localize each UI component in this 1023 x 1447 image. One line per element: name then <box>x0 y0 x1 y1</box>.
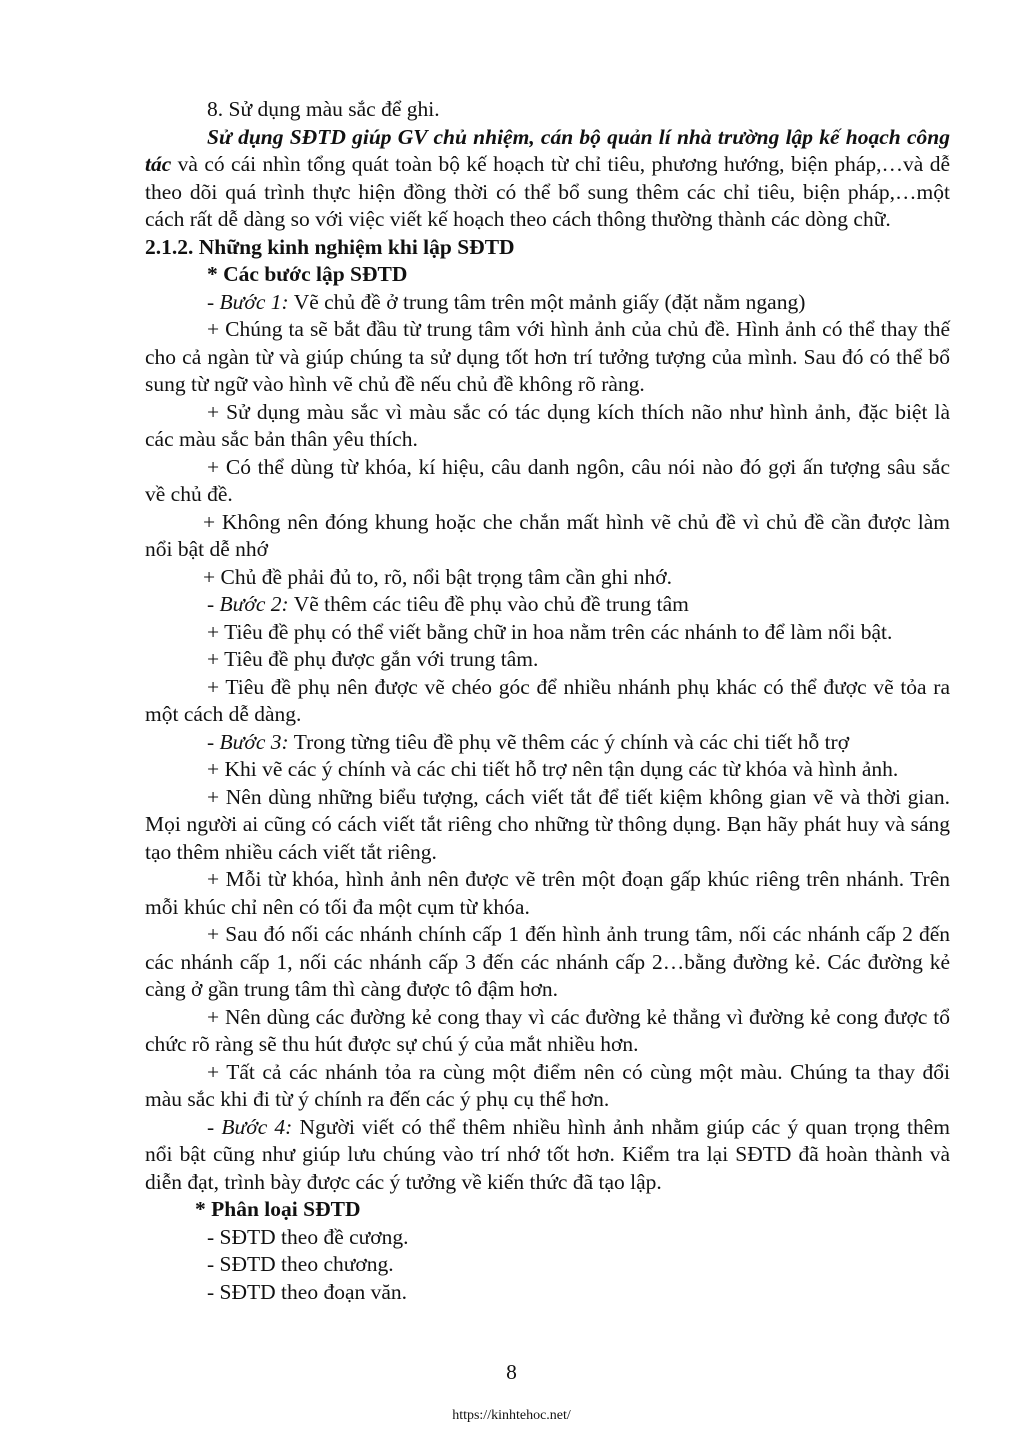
section-heading: 2.1.2. Những kinh nghiệm khi lập SĐTD <box>145 234 515 259</box>
subsection-heading: * Phân loại SĐTD <box>195 1197 361 1221</box>
step-label: - Bước 3: <box>207 729 289 754</box>
paragraph-text: Trong từng tiêu đề phụ vẽ thêm các ý chính và các chi tiết hỗ trợ <box>288 729 850 754</box>
step-label: - Bước 4: <box>207 1114 293 1139</box>
paragraph: + Chủ đề phải đủ to, rõ, nổi bật trọng tâm cần ghi nhớ. <box>203 564 672 589</box>
subsection-heading: * Các bước lập SĐTD <box>207 262 408 286</box>
paragraph: + Tất cả các nhánh tỏa ra cùng một điểm nên có cùng một màu. Chúng ta thay đổi màu sắc khi đi từ ý chính ra đến các ý phụ cụ thể hơn. <box>145 1059 950 1111</box>
step-paragraph <box>145 729 950 757</box>
paragraph: 8. Sử dụng màu sắc để ghi. <box>207 97 440 121</box>
paragraph: + Tiêu đề phụ được gắn với trung tâm. <box>207 647 539 671</box>
step-label: - Bước 2: <box>207 592 289 616</box>
paragraph: + Sử dụng màu sắc vì màu sắc có tác dụng kích thích não như hình ảnh, đặc biệt là các màu sắc bản thân yêu thích. <box>145 399 950 451</box>
paragraph: + Nên dùng những biểu tượng, cách viết tắt để tiết kiệm không gian vẽ và thời gian. Mọi người ai cũng có cách viết tắt riêng cho những từ thông dụng. Bạn hãy phát huy và sáng tạo thêm nhiều cách viết tắt riêng. <box>145 784 950 864</box>
step-label: - Bước 1: <box>207 289 289 314</box>
paragraph: - SĐTD theo đoạn văn. <box>207 1279 408 1304</box>
step-paragraph <box>145 591 950 619</box>
paragraph: + Tiêu đề phụ có thể viết bằng chữ in hoa nằm trên các nhánh to để làm nổi bật. <box>207 619 893 644</box>
paragraph: + Chúng ta sẽ bắt đầu từ trung tâm với hình ảnh của chủ đề. Hình ảnh có thể thay thế cho cả ngàn từ và giúp chúng ta sử dụng tốt hơn trí tưởng tượng của mình. Sau đó có thể bổ sung từ ngữ vào hình vẽ chủ đề nếu chủ đề không rõ ràng. <box>145 317 950 396</box>
paragraph: + Có thể dùng từ khóa, kí hiệu, câu danh ngôn, câu nói nào đó gợi ấn tượng sâu sắc về chủ đề. <box>145 454 950 506</box>
paragraph: + Khi vẽ các ý chính và các chi tiết hỗ trợ nên tận dụng các từ khóa và hình ảnh. <box>207 757 899 781</box>
paragraph: + Tiêu đề phụ nên được vẽ chéo góc để nhiều nhánh phụ khác có thể được vẽ tỏa ra một cách dễ dàng. <box>145 674 950 726</box>
paragraph: + Không nên đóng khung hoặc che chắn mất hình vẽ chủ đề vì chủ đề cần được làm nổi bật dễ nhớ <box>145 509 950 561</box>
step-paragraph <box>145 289 950 317</box>
paragraph: - SĐTD theo đề cương. <box>207 1224 409 1249</box>
emphasized-text: Sử dụng SĐTD giúp GV chủ nhiệm, cán bộ quản lí nhà trường lập kế hoạch công tác <box>145 124 950 176</box>
step-paragraph <box>145 1114 950 1197</box>
page-number: 8 <box>506 1360 517 1384</box>
paragraph <box>145 124 950 234</box>
document-body <box>145 96 950 1306</box>
paragraph-text: Người viết có thể thêm nhiều hình ảnh nhằm giúp các ý quan trọng thêm nổi bật cũng như giúp lưu chúng vào trí nhớ tốt hơn. Kiểm tra lại SĐTD đã hoàn thành và diễn đạt, trình bày được các ý tưởng về kiến thức đã tạo lập. <box>145 1114 950 1194</box>
paragraph: - SĐTD theo chương. <box>207 1252 394 1276</box>
paragraph: + Sau đó nối các nhánh chính cấp 1 đến hình ảnh trung tâm, nối các nhánh cấp 2 đến các nhánh cấp 1, nối các nhánh cấp 3 đến các nhánh cấp 2…bằng đường kẻ. Các đường kẻ càng ở gần trung tâm thì càng được tô đậm hơn. <box>145 922 950 1001</box>
paragraph-text: Vẽ thêm các tiêu đề phụ vào chủ đề trung tâm <box>288 592 689 616</box>
footer-url: https://kinhtehoc.net/ <box>452 1408 571 1423</box>
paragraph-text: Vẽ chủ đề ở trung tâm trên một mảnh giấy (đặt nằm ngang) <box>288 289 806 314</box>
paragraph-text: và có cái nhìn tổng quát toàn bộ kế hoạch từ chỉ tiêu, phương hướng, biện pháp,…và dễ theo dõi quá trình thực hiện đồng thời có thể bổ sung thêm các chỉ tiêu, biện pháp,…một cách rất dễ dàng so với việc viết kế hoạch theo cách thông thường thành các dòng chữ. <box>145 152 950 231</box>
paragraph: + Mỗi từ khóa, hình ảnh nên được vẽ trên một đoạn gấp khúc riêng trên nhánh. Trên mỗi khúc chỉ nên có tối đa một cụm từ khóa. <box>145 867 950 919</box>
paragraph: + Nên dùng các đường kẻ cong thay vì các đường kẻ thẳng vì đường kẻ cong được tổ chức rõ ràng sẽ thu hút được sự chú ý của mắt nhiều hơn. <box>145 1004 950 1056</box>
